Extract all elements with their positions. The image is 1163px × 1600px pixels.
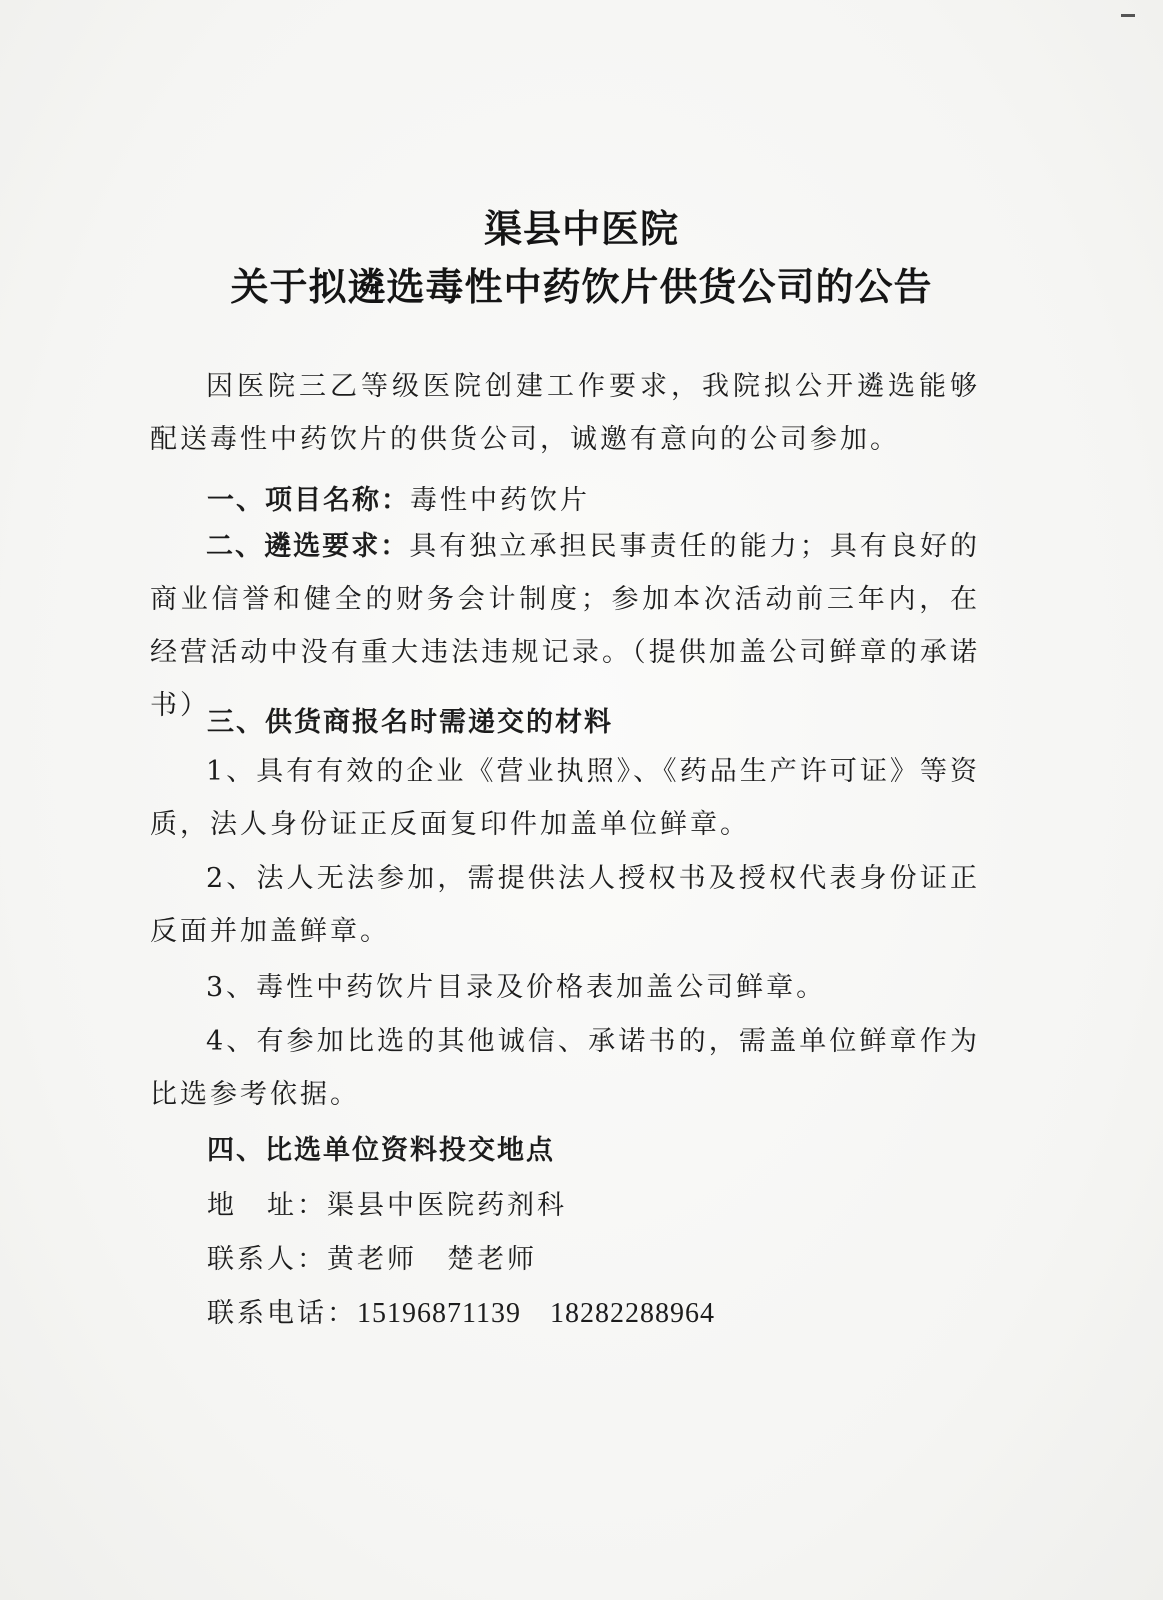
contact-line: [207, 1237, 537, 1276]
section2-text: 具有独立承担民事责任的能力；具有良好的商业信誉和健全的财务会计制度；参加本次活动前三年内，在经营活动中没有重大违法违规记录。（提供加盖公司鲜章的承诺书）: [150, 531, 981, 721]
address-label: 地 址：: [207, 1190, 327, 1221]
section1-text: 毒性中药饮片: [410, 485, 590, 516]
section1-line: [207, 478, 590, 517]
address-value: 渠县中医院药剂科: [327, 1190, 567, 1221]
section2-heading: 二、遴选要求：: [206, 531, 410, 562]
section3-item-4: 4、有参加比选的其他诚信、承诺书的，需盖单位鲜章作为比选参考依据。: [150, 1026, 980, 1110]
section3-item-2: 2、法人无法参加，需提供法人授权书及授权代表身份证正反面并加盖鲜章。: [150, 863, 980, 947]
phone-line: [207, 1291, 715, 1331]
section1-heading: 一、项目名称：: [207, 485, 410, 516]
section3-heading: 三、供货商报名时需递交的材料: [207, 707, 613, 738]
title-announcement: 关于拟遴选毒性中药饮片供货公司的公告: [230, 265, 933, 309]
section3-item-1: 1、具有有效的企业《营业执照》、《药品生产许可证》等资质，法人身份证正反面复印件加盖单位鲜章。: [150, 756, 980, 840]
contact-value: 黄老师 楚老师: [327, 1244, 537, 1275]
title-hospital: 渠县中医院: [483, 207, 679, 251]
address-line: [207, 1183, 567, 1222]
contact-label: 联系人：: [207, 1244, 327, 1275]
section4-heading: 四、比选单位资料投交地点: [207, 1135, 555, 1166]
phone-value: 15196871139 18282288964: [357, 1298, 715, 1329]
intro-paragraph: 因医院三乙等级医院创建工作要求，我院拟公开遴选能够配送毒性中药饮片的供货公司，诚邀有意向的公司参加。: [150, 371, 980, 455]
phone-label: 联系电话：: [207, 1298, 357, 1329]
scan-mark: [1121, 14, 1135, 17]
section3-item-3: 3、毒性中药饮片目录及价格表加盖公司鲜章。: [206, 972, 827, 1003]
